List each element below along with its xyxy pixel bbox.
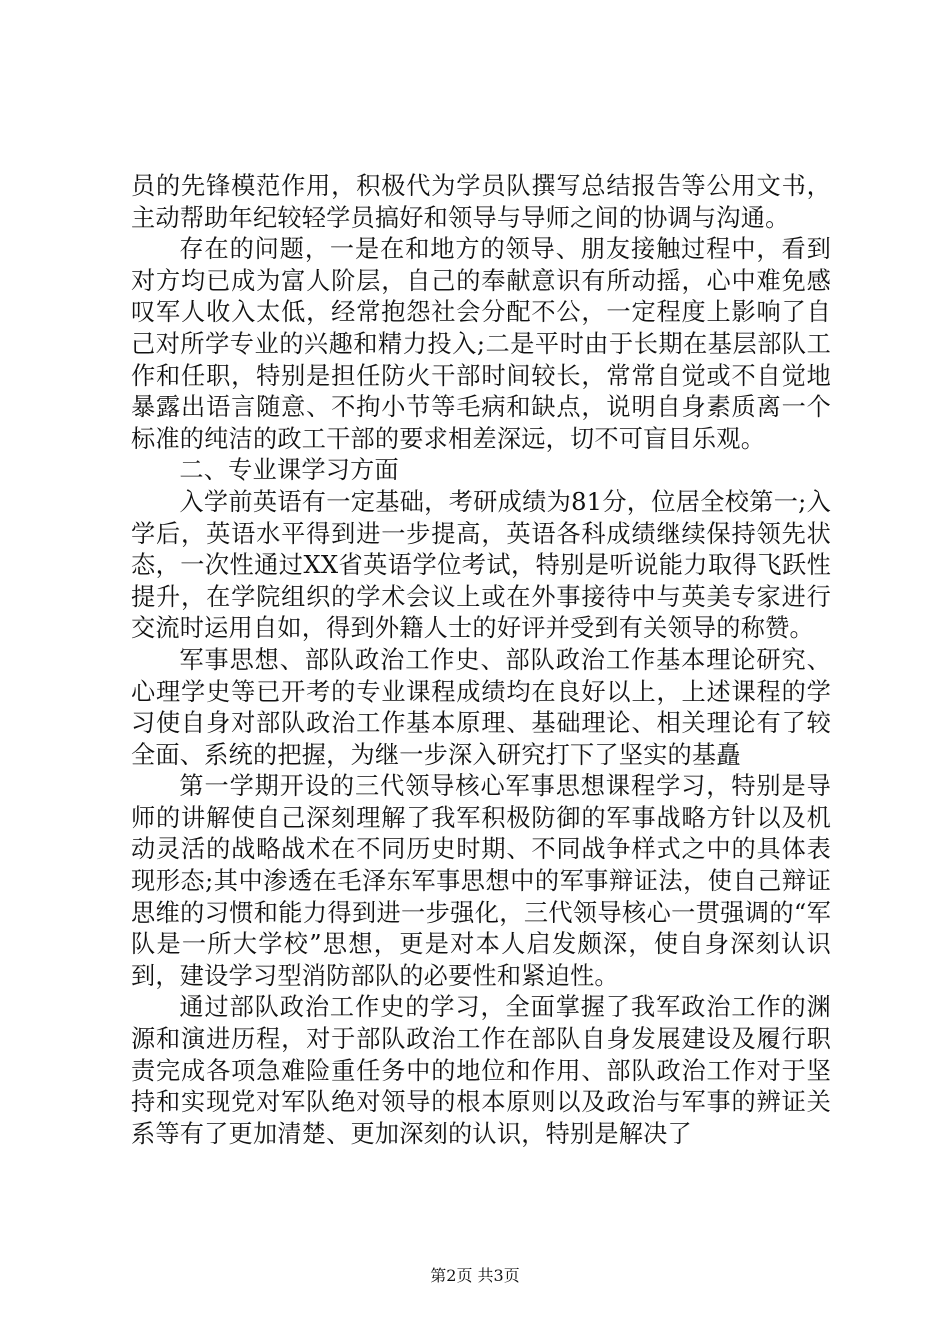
section-heading: 二、专业课学习方面 bbox=[179, 456, 399, 485]
document-body bbox=[131, 171, 831, 1150]
page-number-footer: 第2页 共3页 bbox=[430, 1266, 520, 1285]
paragraph-political-history: 通过部队政治工作史的学习，全面掌握了我军政治工作的渊源和演进历程，对于部队政治工作在部队自身发展建设及履行职责完成各项急难险重任务中的地位和作用、部队政治工作对于坚持和实现党对军队绝对领导的根本原则以及政治与军事的辨证关系等有了更加清楚、更加深刻的认识，特别是解决了 bbox=[131, 993, 831, 1148]
paragraph-courses: 军事思想、部队政治工作史、部队政治工作基本理论研究、心理学史等已开考的专业课程成绩均在良好以上，上述课程的学习使自身对部队政治工作基本原理、基础理论、相关理论有了较全面、系统的把握，为继一步深入研究打下了坚实的基矗 bbox=[131, 645, 831, 769]
paragraph-english: 入学前英语有一定基础，考研成绩为81分，位居全校第一;入学后，英语水平得到进一步提高，英语各科成绩继续保持领先状态，一次性通过XX省英语学位考试，特别是听说能力取得飞跃性提升，在学院组织的学术会议上或在外事接待中与英美专家进行交流时运用自如，得到外籍人士的好评并受到有关领导的称赞。 bbox=[131, 487, 831, 643]
paragraph-problems: 存在的问题，一是在和地方的领导、朋友接触过程中，看到对方均已成为富人阶层，自己的奉献意识有所动摇，心中难免感叹军人收入太低，经常抱怨社会分配不公，一定程度上影响了自己对所学专业的兴趣和精力投入;二是平时由于长期在基层部队工作和任职，特别是担任防火干部时间较长，常常自觉或不自觉地暴露出语言随意、不拘小节等毛病和缺点，说明自身素质离一个标准的纯洁的政工干部的要求相差深远，切不可盲目乐观。 bbox=[131, 235, 831, 453]
paragraph-military-thought: 第一学期开设的三代领导核心军事思想课程学习，特别是导师的讲解使自己深刻理解了我军积极防御的军事战略方针以及机动灵活的战略战术在不同历史时期、不同战争样式之中的具体表现形态;其中渗透在毛泽东军事思想中的军事辩证法，使自己辩证思维的习惯和能力得到进一步强化，三代领导核心一贯强调的“军队是一所大学校”思想，更是对本人启发颇深，使自身深刻认识到，建设学习型消防部队的必要性和紧迫性。 bbox=[131, 772, 831, 990]
paragraph-continuation: 员的先锋模范作用，积极代为学员队撰写总结报告等公用文书，主动帮助年纪较轻学员搞好和领导与导师之间的协调与沟通。 bbox=[131, 172, 831, 232]
